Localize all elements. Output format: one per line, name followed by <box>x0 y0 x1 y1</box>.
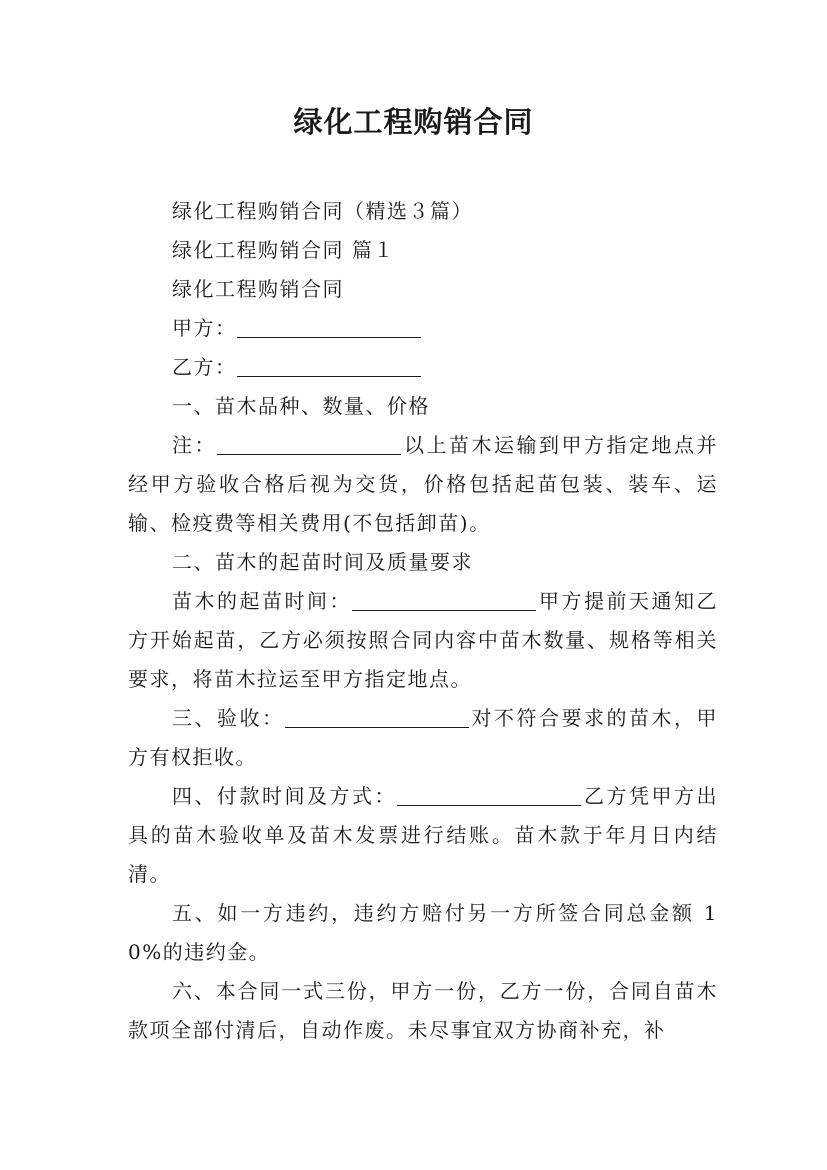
fill-in-blank-line <box>237 356 421 377</box>
paragraph-text: 乙方： <box>172 355 237 379</box>
document-paragraph <box>128 192 718 231</box>
paragraph-text: 绿化工程购销合同 <box>172 277 344 301</box>
document-paragraph <box>128 387 718 426</box>
document-paragraph <box>128 426 718 543</box>
document-title: 绿化工程购销合同 <box>293 105 534 139</box>
paragraph-text: 六、本合同一式三份，甲方一份，乙方一份，合同自苗木款项全部付清后，自动作废。未尽事宜双方协商补充，补 <box>128 979 718 1042</box>
fill-in-blank-line <box>397 785 581 806</box>
document-body <box>128 192 718 1050</box>
paragraph-text-continued: 对不符合要求的苗木，甲方有权拒收。 <box>128 706 718 769</box>
paragraph-text: 三、验收： <box>172 706 285 730</box>
fill-in-blank-line <box>217 434 401 455</box>
paragraph-text-continued: 以上苗木运输到甲方指定地点并经甲方验收合格后视为交货，价格包括起苗包装、装车、运输、检疫费等相关费用(不包括卸苗)。 <box>128 433 718 535</box>
fill-in-blank-line <box>285 707 469 728</box>
document-paragraph <box>128 309 718 348</box>
paragraph-text: 二、苗木的起苗时间及质量要求 <box>172 550 473 574</box>
paragraph-text-continued: 甲方提前天通知乙方开始起苗，乙方必须按照合同内容中苗木数量、规格等相关要求，将苗木拉运至甲方指定地点。 <box>128 589 718 691</box>
paragraph-text: 四、付款时间及方式： <box>172 784 397 808</box>
document-paragraph <box>128 543 718 582</box>
document-paragraph <box>128 777 718 894</box>
document-paragraph <box>128 582 718 699</box>
paragraph-text: 甲方： <box>172 316 237 340</box>
paragraph-text: 五、如一方违约，违约方赔付另一方所签合同总金额 10%的违约金。 <box>128 901 718 964</box>
paragraph-text-continued: 乙方凭甲方出具的苗木验收单及苗木发票进行结账。苗木款于年月日内结清。 <box>128 784 718 886</box>
paragraph-text: 绿化工程购销合同 篇１ <box>172 238 395 262</box>
document-paragraph <box>128 972 718 1050</box>
document-paragraph <box>128 348 718 387</box>
fill-in-blank-line <box>352 590 536 611</box>
paragraph-text: 绿化工程购销合同（精选３篇） <box>172 199 473 223</box>
document-paragraph <box>128 894 718 972</box>
document-paragraph <box>128 231 718 270</box>
paragraph-text: 注： <box>172 433 217 457</box>
document-paragraph <box>128 270 718 309</box>
document-paragraph <box>128 699 718 777</box>
paragraph-text: 苗木的起苗时间： <box>172 589 352 613</box>
paragraph-text: 一、苗木品种、数量、价格 <box>172 394 430 418</box>
fill-in-blank-line <box>237 317 421 338</box>
